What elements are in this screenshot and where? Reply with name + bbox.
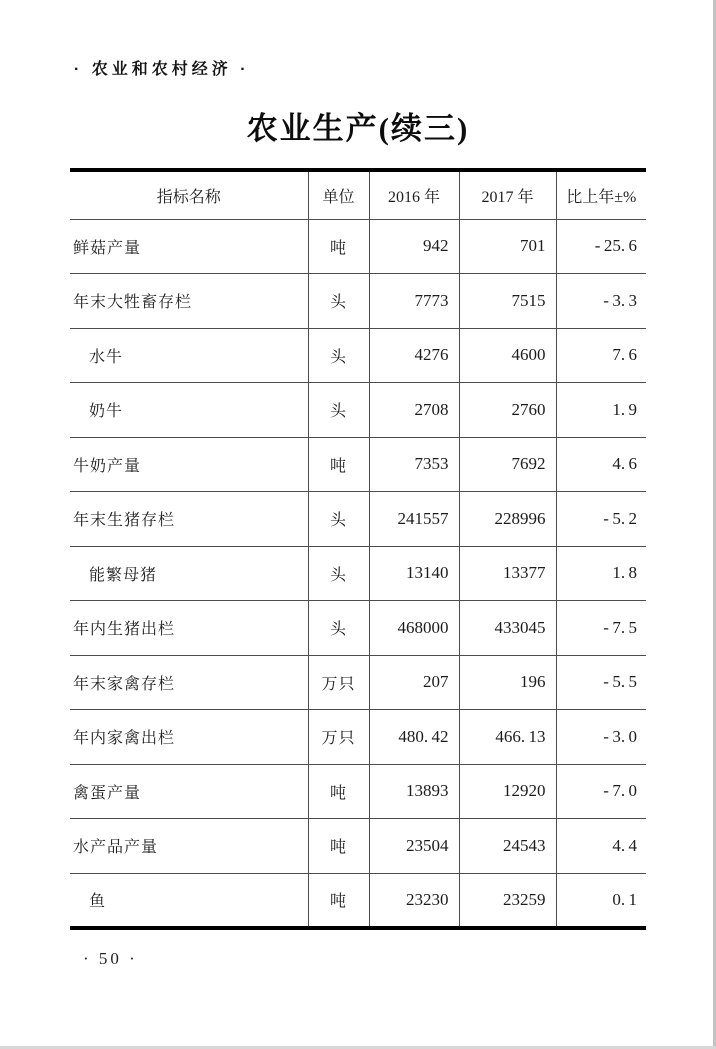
table-header	[70, 170, 646, 219]
pct-change-cell: - 7. 5	[556, 601, 646, 656]
table-row	[70, 492, 646, 547]
value-2016-cell: 7353	[369, 437, 459, 492]
value-2017-cell: 2760	[459, 383, 556, 438]
indicator-name-cell: 鱼	[70, 873, 308, 928]
unit-cell: 吨	[308, 219, 369, 274]
pct-change-cell: - 3. 3	[556, 274, 646, 329]
value-2017-cell: 13377	[459, 546, 556, 601]
indicator-name-cell: 水产品产量	[70, 819, 308, 874]
indicator-name-cell: 年末家禽存栏	[70, 655, 308, 710]
value-2016-cell: 480. 42	[369, 710, 459, 765]
statistics-table	[70, 168, 646, 930]
unit-cell: 吨	[308, 873, 369, 928]
column-header-pct-change: 比上年±%	[556, 170, 646, 219]
value-2017-cell: 12920	[459, 764, 556, 819]
table-row	[70, 655, 646, 710]
indicator-name-cell: 鲜菇产量	[70, 219, 308, 274]
unit-cell: 头	[308, 383, 369, 438]
table-row	[70, 710, 646, 765]
column-header-2016: 2016 年	[369, 170, 459, 219]
value-2016-cell: 13893	[369, 764, 459, 819]
value-2017-cell: 7692	[459, 437, 556, 492]
indicator-name-cell: 年末大牲畜存栏	[70, 274, 308, 329]
table-body	[70, 219, 646, 928]
indicator-name-cell: 年末生猪存栏	[70, 492, 308, 547]
value-2016-cell: 4276	[369, 328, 459, 383]
value-2017-cell: 466. 13	[459, 710, 556, 765]
unit-cell: 吨	[308, 819, 369, 874]
unit-cell: 吨	[308, 437, 369, 492]
value-2017-cell: 196	[459, 655, 556, 710]
page-title: 农业生产(续三)	[246, 111, 470, 146]
pct-change-cell: - 5. 5	[556, 655, 646, 710]
table-row	[70, 219, 646, 274]
unit-cell: 头	[308, 274, 369, 329]
indicator-name-cell: 禽蛋产量	[70, 764, 308, 819]
value-2016-cell: 7773	[369, 274, 459, 329]
pct-change-cell: - 5. 2	[556, 492, 646, 547]
value-2017-cell: 23259	[459, 873, 556, 928]
value-2016-cell: 468000	[369, 601, 459, 656]
value-2017-cell: 228996	[459, 492, 556, 547]
indicator-name-cell: 水牛	[70, 328, 308, 383]
pct-change-cell: 7. 6	[556, 328, 646, 383]
column-header-2017: 2017 年	[459, 170, 556, 219]
indicator-name-cell: 年内家禽出栏	[70, 710, 308, 765]
indicator-name-cell: 牛奶产量	[70, 437, 308, 492]
pct-change-cell: - 7. 0	[556, 764, 646, 819]
pct-change-cell: 1. 9	[556, 383, 646, 438]
value-2016-cell: 23230	[369, 873, 459, 928]
unit-cell: 头	[308, 492, 369, 547]
table-row	[70, 764, 646, 819]
unit-cell: 头	[308, 601, 369, 656]
pct-change-cell: 4. 6	[556, 437, 646, 492]
table-row	[70, 437, 646, 492]
value-2017-cell: 433045	[459, 601, 556, 656]
indicator-name-cell: 年内生猪出栏	[70, 601, 308, 656]
running-head: · 农业和农村经济 ·	[74, 61, 250, 78]
table-row	[70, 328, 646, 383]
value-2017-cell: 701	[459, 219, 556, 274]
value-2017-cell: 7515	[459, 274, 556, 329]
indicator-name-cell: 奶牛	[70, 383, 308, 438]
value-2017-cell: 4600	[459, 328, 556, 383]
value-2016-cell: 942	[369, 219, 459, 274]
table-row	[70, 546, 646, 601]
value-2016-cell: 241557	[369, 492, 459, 547]
column-header-unit: 单位	[308, 170, 369, 219]
indicator-name-cell: 能繁母猪	[70, 546, 308, 601]
table-row	[70, 819, 646, 874]
value-2016-cell: 207	[369, 655, 459, 710]
page-number: · 50 ·	[83, 949, 138, 968]
pct-change-cell: 0. 1	[612, 889, 637, 909]
statistics-table-container	[70, 168, 646, 930]
unit-cell: 万只	[308, 655, 369, 710]
pct-change-cell: - 25. 6	[556, 219, 646, 274]
value-2017-cell: 24543	[459, 819, 556, 874]
unit-cell: 头	[308, 546, 369, 601]
column-header-indicator: 指标名称	[70, 170, 308, 219]
unit-cell: 万只	[308, 710, 369, 765]
pct-change-cell: - 3. 0	[556, 710, 646, 765]
value-2016-cell: 13140	[369, 546, 459, 601]
table-row	[70, 873, 646, 928]
table-row	[70, 274, 646, 329]
value-2016-cell: 2708	[369, 383, 459, 438]
value-2016-cell: 23504	[369, 819, 459, 874]
table-row	[70, 601, 646, 656]
unit-cell: 吨	[308, 764, 369, 819]
pct-change-cell: 1. 8	[556, 546, 646, 601]
table-row	[70, 383, 646, 438]
table-header-row	[70, 170, 646, 219]
unit-cell: 头	[308, 328, 369, 383]
pct-change-cell: 4. 4	[556, 819, 646, 874]
